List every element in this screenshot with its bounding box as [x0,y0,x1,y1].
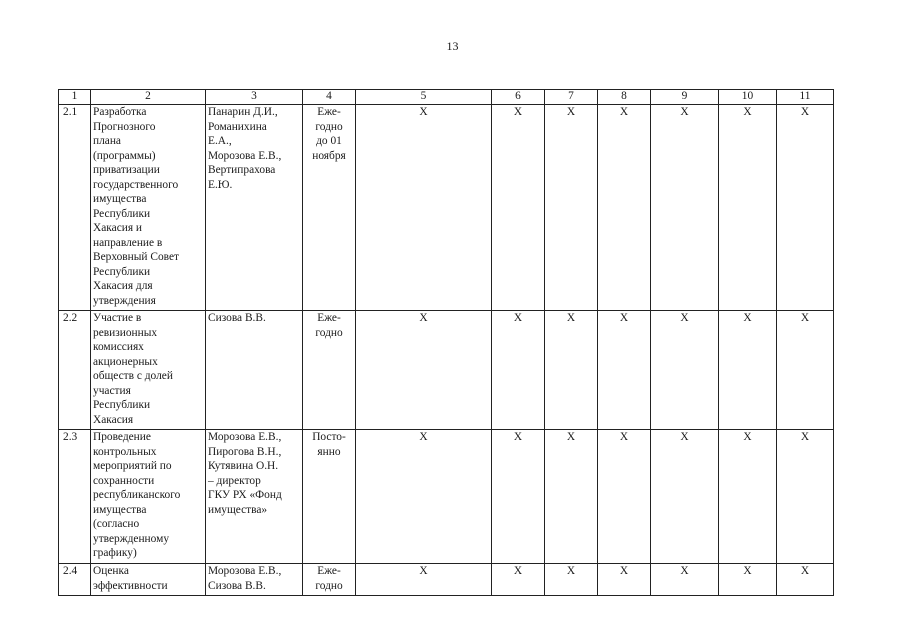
mark-cell: X [719,105,777,311]
mark-cell: X [651,311,719,430]
responsible-persons: Панарин Д.И., Романихина Е.А., Морозова Е.В., Вертипрахова Е.Ю. [206,105,303,311]
mark-cell: X [492,430,545,564]
mark-cell: X [651,105,719,311]
mark-cell: X [777,564,834,596]
header-cell: 6 [492,90,545,105]
responsible-persons: Морозова Е.В., Сизова В.В. [206,564,303,596]
mark-cell: X [598,564,651,596]
mark-cell: X [719,430,777,564]
header-cell: 5 [356,90,492,105]
mark-cell: X [777,311,834,430]
deadline: Еже- годно [303,311,356,430]
mark-cell: X [492,105,545,311]
row-number: 2.3 [59,430,91,564]
mark-cell: X [356,105,492,311]
mark-cell: X [651,430,719,564]
header-row [59,90,834,105]
header-cell: 3 [206,90,303,105]
header-cell: 7 [545,90,598,105]
responsible-persons: Морозова Е.В., Пирогова В.Н., Кутявина О.Н. – директор ГКУ РХ «Фонд имущества» [206,430,303,564]
deadline: Посто- янно [303,430,356,564]
mark-cell: X [719,564,777,596]
header-cell: 10 [719,90,777,105]
mark-cell: X [356,311,492,430]
mark-cell: X [777,105,834,311]
mark-cell: X [651,564,719,596]
header-cell: 1 [59,90,91,105]
mark-cell: X [545,430,598,564]
row-number: 2.4 [59,564,91,596]
mark-cell: X [356,430,492,564]
mark-cell: X [598,430,651,564]
mark-cell: X [777,430,834,564]
mark-cell: X [356,564,492,596]
page-number: 13 [446,39,459,53]
mark-cell: X [492,564,545,596]
table-row [59,430,834,564]
responsible-persons: Сизова В.В. [206,311,303,430]
row-number: 2.1 [59,105,91,311]
row-number: 2.2 [59,311,91,430]
mark-cell: X [598,105,651,311]
activity-name: Проведение контрольных мероприятий по сохранности республиканского имущества (согласно утвержденному графику) [91,430,206,564]
table-row [59,311,834,430]
mark-cell: X [545,105,598,311]
activity-name: Разработка Прогнозного плана (программы) приватизации государственного имущества Республики Хакасия и направление в Верховный Совет Республики Хакасия для утверждения [91,105,206,311]
header-cell: 4 [303,90,356,105]
mark-cell: X [545,311,598,430]
activity-name: Оценка эффективности [91,564,206,596]
plan-table [58,89,834,596]
mark-cell: X [545,564,598,596]
header-cell: 11 [777,90,834,105]
mark-cell: X [719,311,777,430]
deadline: Еже- годно [303,564,356,596]
header-cell: 8 [598,90,651,105]
mark-cell: X [492,311,545,430]
deadline: Еже- годно до 01 ноября [303,105,356,311]
header-cell: 9 [651,90,719,105]
table-row [59,105,834,311]
header-cell: 2 [91,90,206,105]
mark-cell: X [598,311,651,430]
table-row [59,564,834,596]
activity-name: Участие в ревизионных комиссиях акционерных обществ с долей участия Республики Хакасия [91,311,206,430]
